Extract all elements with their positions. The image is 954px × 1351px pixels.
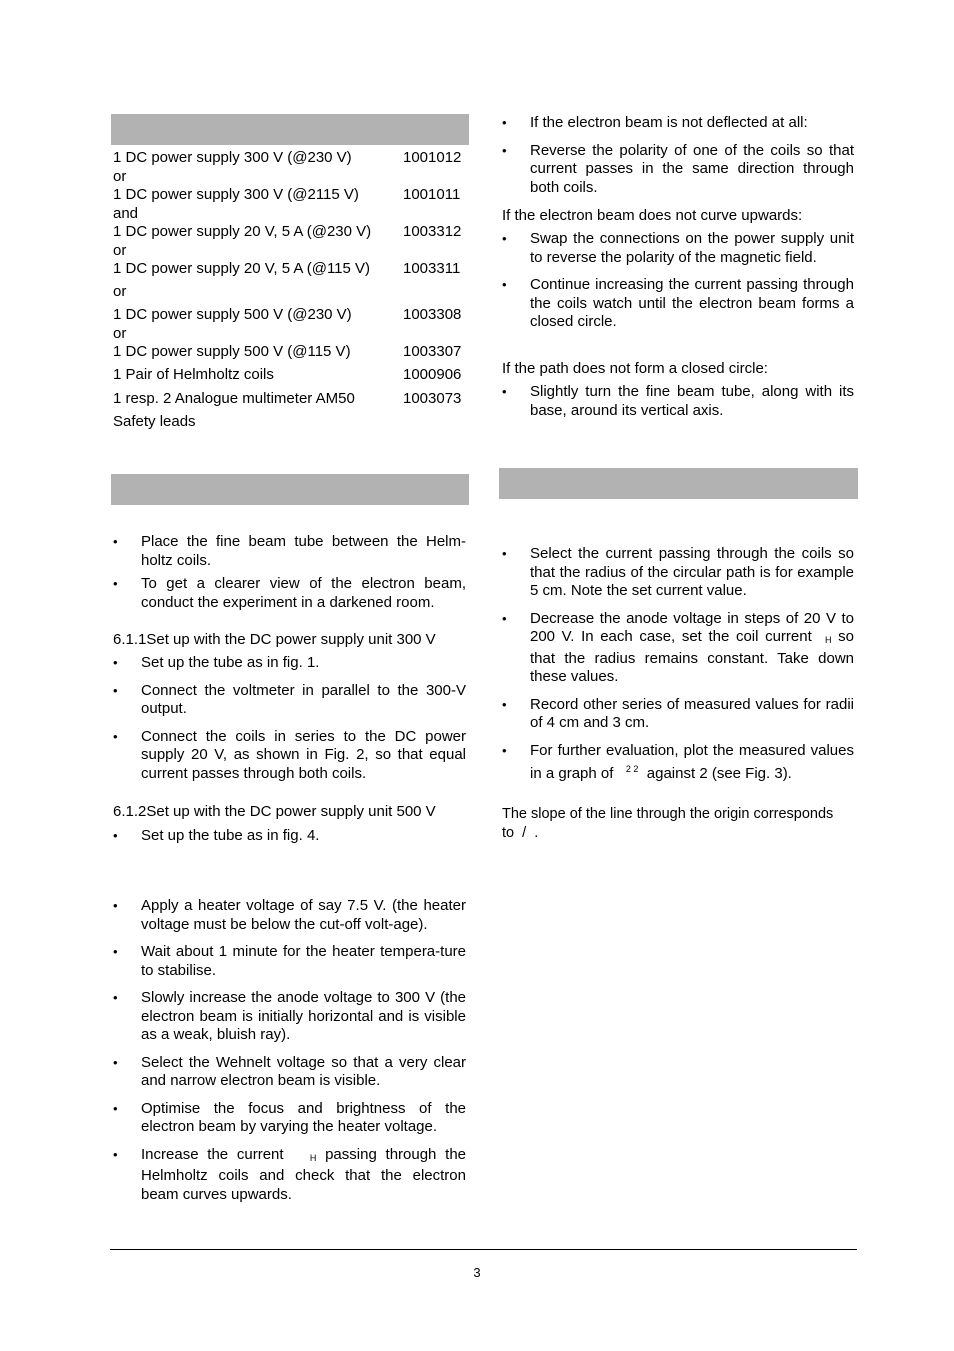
superscript: 2 2	[625, 764, 639, 774]
slope-line-2: to / .	[502, 824, 539, 841]
page-number: 3	[473, 1265, 481, 1280]
equipment-label: or	[113, 283, 127, 300]
equipment-label: 1 DC power supply 300 V (@2115 V)	[113, 186, 359, 203]
setup-500v	[113, 827, 466, 846]
subscript: H	[309, 1152, 317, 1163]
procedure	[113, 897, 466, 1204]
equipment-number: 1001012	[403, 149, 462, 166]
section-header-bar-equipment	[111, 114, 469, 145]
equipment-label: 1 DC power supply 500 V (@230 V)	[113, 306, 352, 323]
footer-rule	[110, 1249, 857, 1250]
section-header-bar-measurement	[499, 468, 858, 499]
list-item: • Swap the connections on the power supply unit to reverse the polarity of the magnetic field.	[502, 230, 854, 267]
slope-paragraph	[502, 805, 862, 842]
troubleshooting-3	[502, 383, 854, 420]
list-item	[502, 742, 854, 784]
measurement-text: Decrease the anode voltage in steps of 20 V to 200 V. In each case, set the coil current	[530, 609, 854, 645]
measurement-text: so that the radius remains constant. Take down these values.	[530, 628, 854, 685]
equipment-label: and	[113, 205, 139, 222]
list-item: • If the electron beam is not deflected at all:	[502, 114, 854, 133]
list-item: • Select the Wehnelt voltage so that a very clear and narrow electron beam is visible.	[113, 1054, 466, 1091]
list-item: • Record other series of measured values for radii of 4 cm and 3 cm.	[502, 696, 854, 733]
equipment-label: 1 resp. 2 Analogue multimeter AM50	[113, 390, 355, 407]
equipment-number: 1003308	[403, 306, 462, 323]
procedure-text: Increase the current	[141, 1145, 284, 1163]
list-item: • Slowly increase the anode voltage to 300 V (the electron beam is initially horizontal and is visible as a weak, bluish ray).	[113, 989, 466, 1045]
slope-line-1: The slope of the line through the origin corresponds	[502, 806, 834, 822]
setup-500v-list	[113, 827, 466, 846]
list-item	[113, 1146, 466, 1205]
equipment-label: 1 DC power supply 20 V, 5 A (@230 V)	[113, 223, 372, 240]
list-item: • Set up the tube as in fig. 1.	[113, 654, 466, 673]
section-header-bar-setup	[111, 474, 469, 505]
setup-300v-list	[113, 654, 466, 783]
equipment-number: 1003307	[403, 343, 462, 360]
equipment-label: 1 DC power supply 300 V (@230 V)	[113, 149, 352, 166]
list-item: • Continue increasing the current passing through the coils watch until the electron beam forms a closed circle.	[502, 276, 854, 332]
procedure-text: passing through the Helmholtz coils and check that the electron beam curves upwards.	[141, 1145, 467, 1203]
list-item: • Set up the tube as in fig. 4.	[113, 827, 466, 846]
list-item: • To get a clearer view of the electron beam, conduct the experiment in a darkened room.	[113, 575, 466, 612]
equipment-number: 1003311	[403, 260, 461, 277]
list-item: • Connect the coils in series to the DC power supply 20 V, as shown in Fig. 2, so that equal current passes through both coils.	[113, 728, 466, 784]
list-item: • Apply a heater voltage of say 7.5 V. (the heater voltage must be below the cut-off volt-age).	[113, 897, 466, 934]
equipment-number: 1000906	[403, 366, 462, 383]
equipment-label: Safety leads	[113, 413, 196, 430]
list-item: • Place the fine beam tube between the Helm-holtz coils.	[113, 533, 466, 570]
list-item: • Reverse the polarity of one of the coils so that current passes in the same direction through both coils.	[502, 142, 854, 198]
equipment-label: 1 DC power supply 500 V (@115 V)	[113, 343, 351, 360]
equipment-label: 1 DC power supply 20 V, 5 A (@115 V)	[113, 260, 371, 277]
paragraph: If the path does not form a closed circle:	[502, 360, 768, 377]
setup-subheading-300v: 6.1.1Set up with the DC power supply unit 300 V	[113, 631, 436, 648]
troubleshooting-list-2	[502, 230, 854, 332]
troubleshooting-2	[502, 230, 854, 332]
list-item: • Select the current passing through the coils so that the radius of the circular path is for example 5 cm. Note the set current value.	[502, 545, 854, 601]
troubleshooting	[502, 114, 854, 197]
troubleshooting-list-1	[502, 114, 854, 197]
equipment-number: 1001011	[403, 186, 461, 203]
equipment-label: or	[113, 242, 127, 259]
equipment-label: 1 Pair of Helmholtz coils	[113, 366, 274, 383]
setup-intro	[113, 533, 466, 612]
measurement-list	[502, 545, 854, 784]
list-item: • Connect the voltmeter in parallel to the 300-V output.	[113, 682, 466, 719]
setup-intro-list	[113, 533, 466, 612]
list-item	[502, 610, 854, 687]
setup-300v	[113, 654, 466, 783]
subscript: H	[825, 635, 832, 645]
setup-subheading-500v: 6.1.2Set up with the DC power supply unit 500 V	[113, 803, 436, 820]
list-item: • Optimise the focus and brightness of the electron beam by varying the heater voltage.	[113, 1100, 466, 1137]
measurement	[502, 545, 854, 784]
procedure-list	[113, 897, 466, 1204]
equipment-label: or	[113, 325, 127, 342]
measurement-text: against 2 (see Fig. 3).	[646, 765, 792, 782]
list-item: • Wait about 1 minute for the heater tempera-ture to stabilise.	[113, 943, 466, 980]
list-item: • Slightly turn the fine beam tube, along with its base, around its vertical axis.	[502, 383, 854, 420]
troubleshooting-list-3	[502, 383, 854, 420]
equipment-number: 1003073	[403, 390, 462, 407]
equipment-number: 1003312	[403, 223, 462, 240]
equipment-label: or	[113, 168, 127, 185]
paragraph: If the electron beam does not curve upwards:	[502, 207, 803, 224]
measurement-text: For further evaluation, plot the measured values in a graph of	[530, 741, 854, 782]
